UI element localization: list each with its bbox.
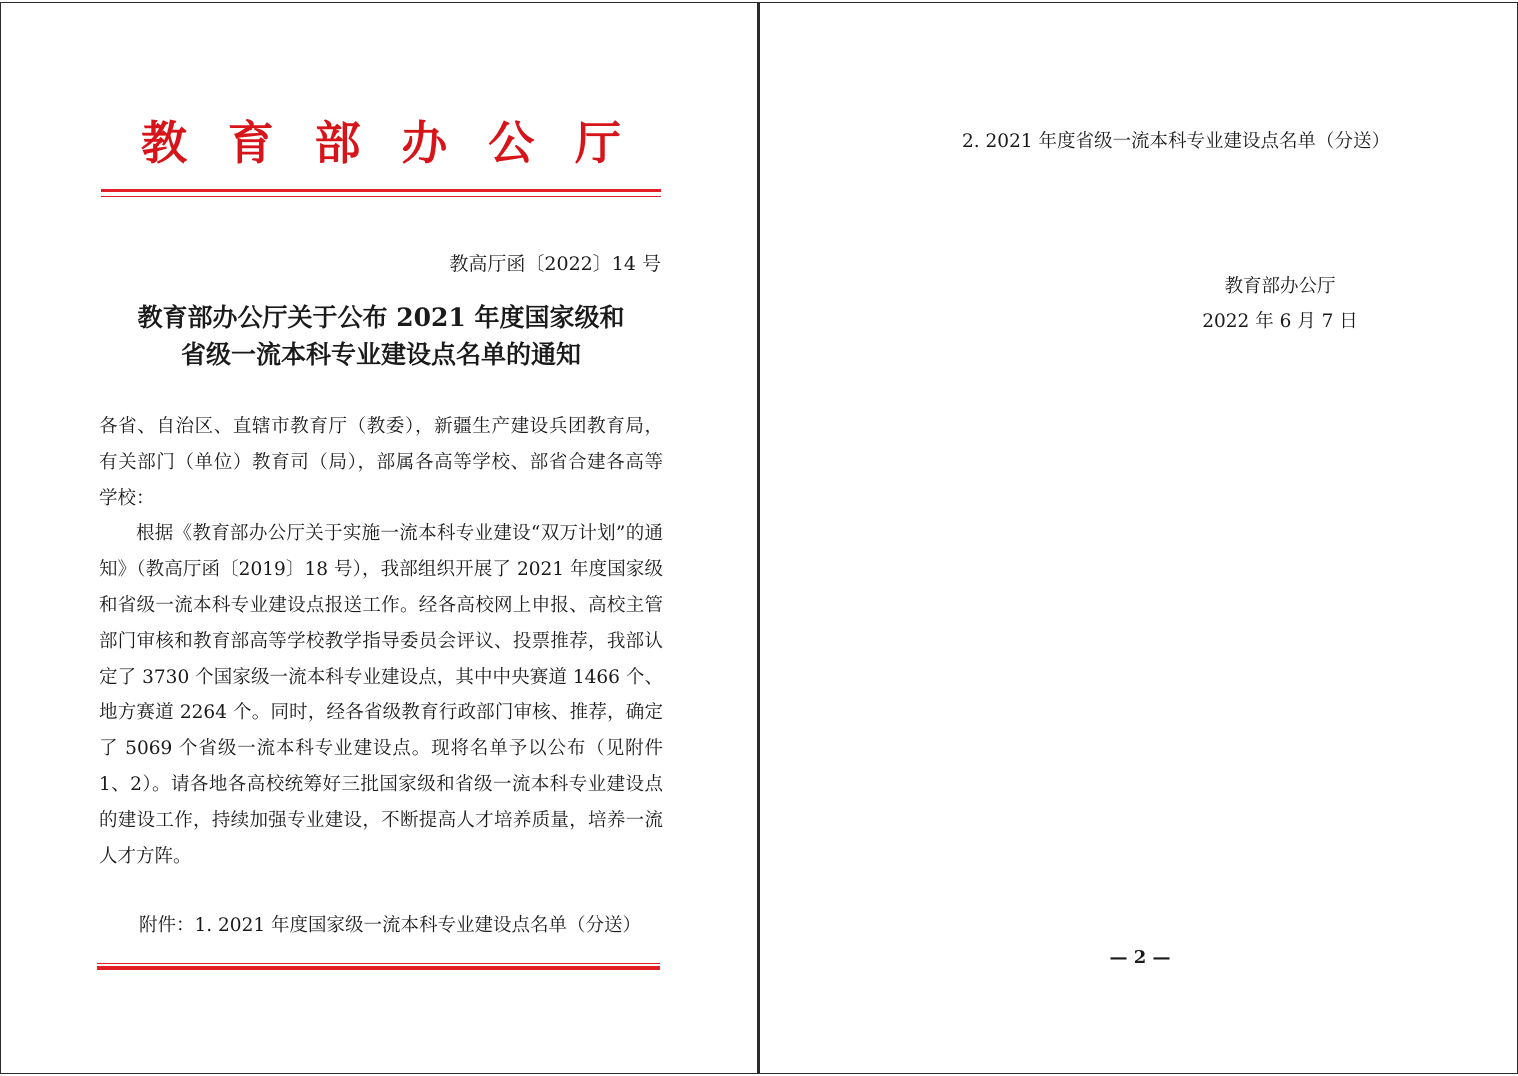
attachment-1: 附件：1. 2021 年度国家级一流本科专业建设点名单（分送） xyxy=(139,915,641,936)
footer-rule-thick xyxy=(97,966,660,970)
masthead-char: 办 xyxy=(401,116,448,170)
issue-date: 2022 年 6 月 7 日 xyxy=(1202,311,1358,332)
title-line: 省级一流本科专业建设点名单的通知 xyxy=(180,340,581,369)
masthead-char: 厅 xyxy=(574,116,621,170)
document-title xyxy=(101,299,661,373)
issuer: 教育部办公厅 xyxy=(1224,276,1336,297)
masthead-rule-thin xyxy=(101,196,661,197)
masthead-char: 教 xyxy=(141,116,187,170)
footer-rule-thin xyxy=(97,963,660,964)
masthead-char: 育 xyxy=(227,116,274,170)
page-2 xyxy=(759,2,1518,1074)
page-1 xyxy=(0,2,760,1074)
page-divider xyxy=(757,2,760,1074)
salutation-paragraph: 各省、自治区、直辖市教育厅（教委），新疆生产建设兵团教育局，有关部门（单位）教育司（局），部属各高等学校、部省合建各高等学校： xyxy=(99,416,663,509)
document-body xyxy=(99,409,663,874)
document-number: 教高厅函〔2022〕14 号 xyxy=(449,253,661,275)
signature-block xyxy=(1180,269,1380,339)
masthead-rule-thick xyxy=(101,189,661,192)
masthead-char: 公 xyxy=(488,116,535,170)
page-number: — 2 — xyxy=(1109,947,1171,968)
main-paragraph: 根据《教育部办公厅关于实施一流本科专业建设“双万计划”的通知》（教高厅函〔2019〕18 号），我部组织开展了 2021 年度国家级和省级一流本科专业建设点报送工作。经各高校网上申报、高校主管部门审核和教育部高等学校教学指导委员会评议、投票推荐，我部认定了 3730 个国家级一流本科专业建设点，其中中央赛道 1466 个、地方赛道 2264 个。同时，经各省级教育行政部门审核、推荐，确定了 5069 个省级一流本科专业建设点。现将名单予以公布（见附件 1、2）。请各地各高校统筹好三批国家级和省级一流本科专业建设点的建设工作，持续加强专业建设，不断提高人才培养质量，培养一流人才方阵。 xyxy=(99,523,663,867)
masthead xyxy=(101,111,661,175)
attachment-2: 2. 2021 年度省级一流本科专业建设点名单（分送） xyxy=(962,131,1390,152)
title-line: 教育部办公厅关于公布 2021 年度国家级和 xyxy=(137,303,625,332)
masthead-char: 部 xyxy=(314,116,361,170)
